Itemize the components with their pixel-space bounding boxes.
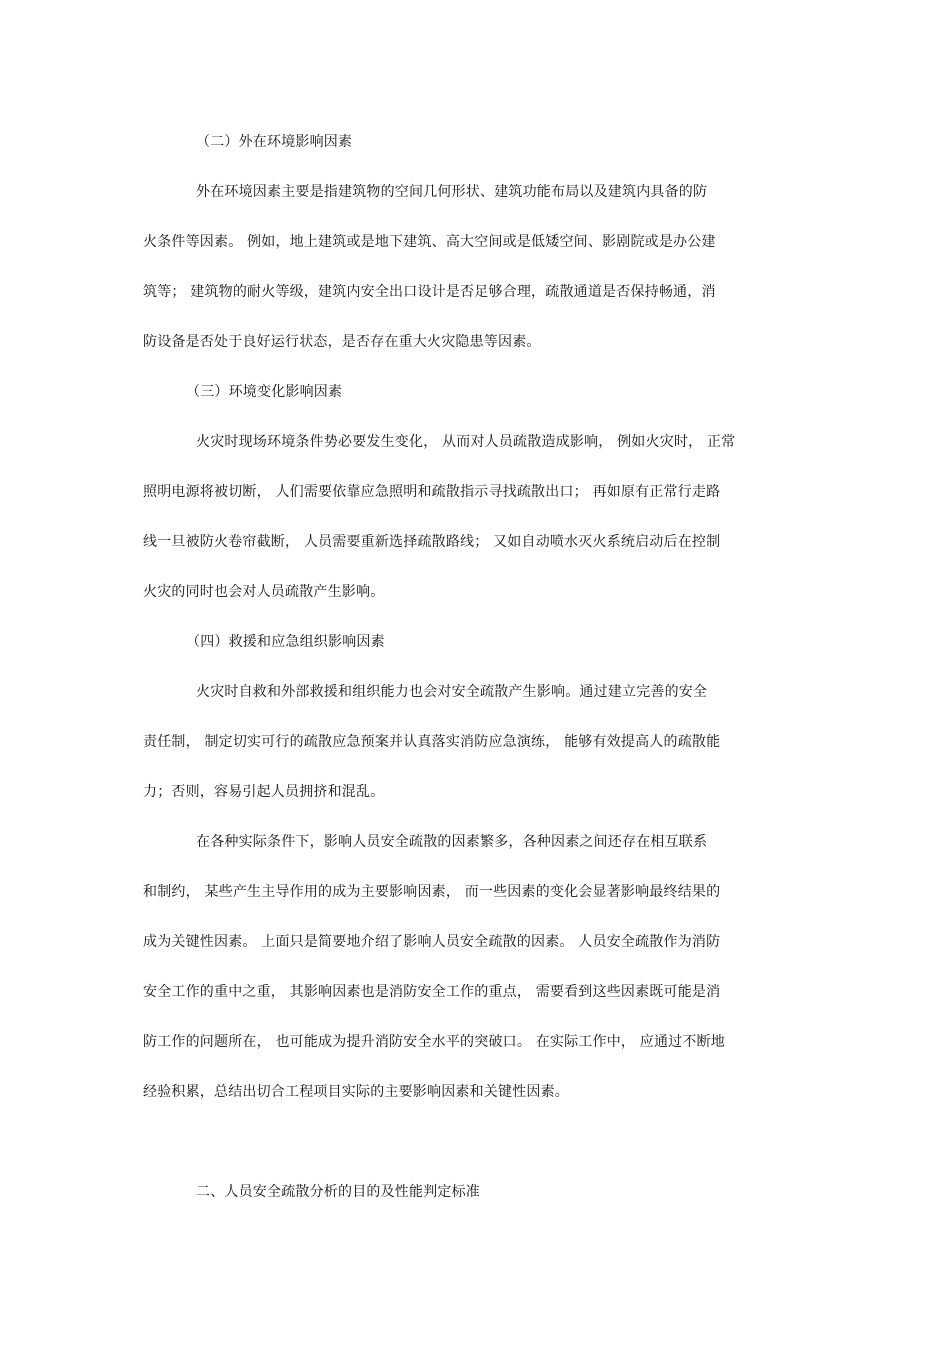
paragraph-line: 安全工作的重中之重， 其影响因素也是消防安全工作的重点， 需要看到这些因素既可能是消 (143, 984, 721, 1000)
paragraph-line: 防工作的问题所在， 也可能成为提升消防安全水平的突破口。 在实际工作中， 应通过不断地 (143, 1034, 725, 1050)
paragraph-line: 经验积累，总结出切合工程项目实际的主要影响因素和关键性因素。 (143, 1084, 569, 1100)
section-heading-3: （三）环境变化影响因素 (186, 384, 343, 400)
paragraph-line: 火条件等因素。 例如，地上建筑或是地下建筑、高大空间或是低矮空间、影剧院或是办公建 (143, 234, 716, 250)
paragraph-line: 责任制， 制定切实可行的疏散应急预案并认真落实消防应急演练， 能够有效提高人的疏散能 (143, 734, 721, 750)
chapter-heading: 二、人员安全疏散分析的目的及性能判定标准 (196, 1184, 480, 1200)
paragraph-line: 力；否则，容易引起人员拥挤和混乱。 (143, 784, 385, 800)
paragraph-line: 照明电源将被切断， 人们需要依靠应急照明和疏散指示寻找疏散出口； 再如原有正常行走路 (143, 484, 721, 500)
paragraph-line: 和制约， 某些产生主导作用的成为主要影响因素， 而一些因素的变化会显著影响最终结果的 (143, 884, 721, 900)
paragraph-line: 筑等； 建筑物的耐火等级，建筑内安全出口设计是否足够合理，疏散通道是否保持畅通，消 (143, 284, 716, 300)
paragraph-line: 外在环境因素主要是指建筑物的空间几何形状、建筑功能布局以及建筑内具备的防 (196, 184, 708, 200)
section-heading-2: （二）外在环境影响因素 (196, 134, 353, 150)
paragraph-line: 线一旦被防火卷帘截断， 人员需要重新选择疏散路线； 又如自动喷水灭火系统启动后在控制 (143, 534, 721, 550)
paragraph-line: 在各种实际条件下，影响人员安全疏散的因素繁多，各种因素之间还存在相互联系 (196, 834, 708, 850)
paragraph-line: 防设备是否处于良好运行状态，是否存在重大火灾隐患等因素。 (143, 334, 541, 350)
paragraph-line: 成为关键性因素。 上面只是简要地介绍了影响人员安全疏散的因素。 人员安全疏散作为消防 (143, 934, 721, 950)
section-heading-4: （四）救援和应急组织影响因素 (186, 634, 385, 650)
paragraph-line: 火灾时自救和外部救援和组织能力也会对安全疏散产生影响。通过建立完善的安全 (196, 684, 708, 700)
paragraph-line: 火灾时现场环境条件势必要发生变化， 从而对人员疏散造成影响， 例如火灾时， 正常 (196, 434, 736, 450)
paragraph-line: 火灾的同时也会对人员疏散产生影响。 (143, 584, 385, 600)
